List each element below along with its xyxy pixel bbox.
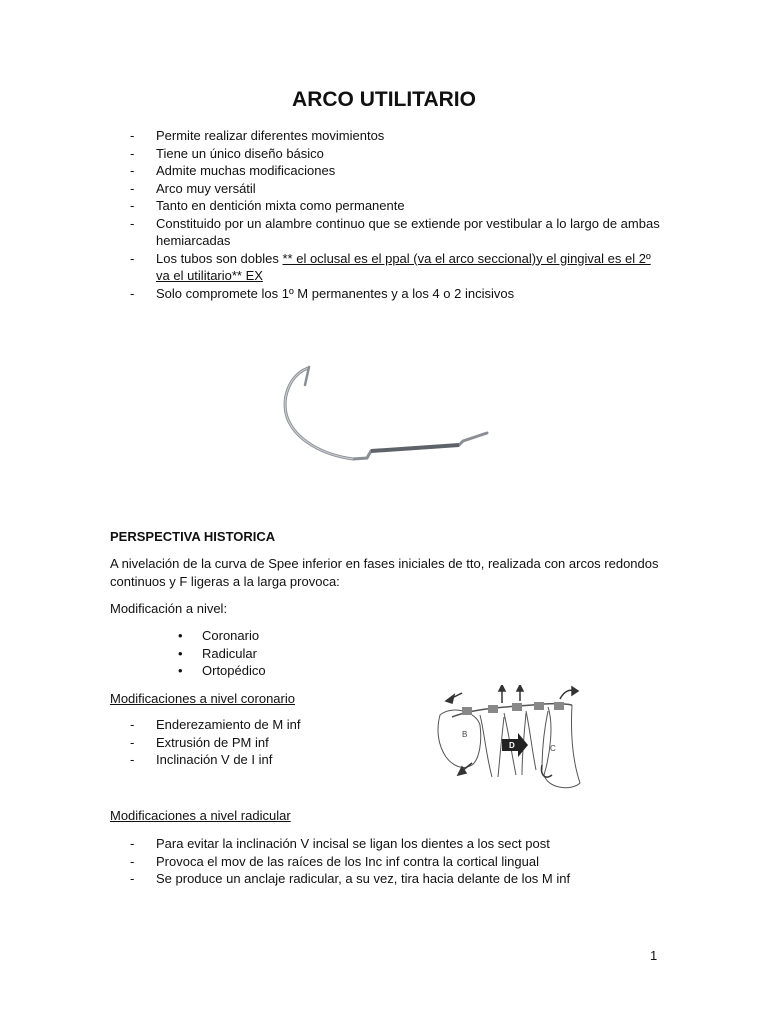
tubes-prefix: Los tubos son dobles — [156, 250, 283, 266]
tubes-underlined: ** el oclusal es el ppal (va el arco seccional)y el gingival es el 2º va el utilitario** EX — [156, 250, 651, 283]
page-title: ARCO UTILITARIO — [292, 88, 476, 111]
teeth-movement-diagram — [432, 685, 587, 800]
figure-label-c: C — [550, 744, 556, 753]
coronario-list — [130, 716, 430, 769]
section-heading-radicular: Modificaciones a nivel radicular — [110, 808, 291, 823]
list-item: • Coronario — [178, 627, 266, 645]
figure-label-b: B — [462, 730, 468, 739]
list-item: - Solo compromete los 1º M permanentes y a los 4 o 2 incisivos — [130, 285, 660, 303]
list-item: - Provoca el mov de las raíces de los Inc inf contra la cortical lingual — [130, 853, 660, 871]
list-item: - Se produce un anclaje radicular, a su vez, tira hacia delante de los M inf — [130, 870, 660, 888]
section-heading-perspectiva: PERSPECTIVA HISTORICA — [110, 529, 276, 544]
list-item: - Enderezamiento de M inf — [130, 716, 430, 734]
list-item: • Radicular — [178, 645, 266, 663]
utility-arch-wire-image — [275, 355, 495, 470]
list-item: - Tiene un único diseño básico — [130, 145, 660, 163]
page-number: 1 — [650, 948, 658, 963]
list-item-tubes — [130, 250, 660, 285]
list-item: - Constituido por un alambre continuo que se extiende por vestibular a lo largo de ambas hemiarcadas — [130, 215, 660, 250]
section-heading-coronario: Modificaciones a nivel coronario — [110, 691, 295, 706]
intro-list — [130, 127, 660, 302]
list-item: - Inclinación V de I inf — [130, 751, 430, 769]
list-item: - Extrusión de PM inf — [130, 734, 430, 752]
mod-label: Modificación a nivel: — [110, 601, 228, 616]
list-item: - Tanto en dentición mixta como permanente — [130, 197, 660, 215]
levels-list — [178, 627, 266, 680]
list-item: - Admite muchas modificaciones — [130, 162, 660, 180]
list-item: - Permite realizar diferentes movimientos — [130, 127, 660, 145]
perspectiva-paragraph: A nivelación de la curva de Spee inferior en fases iniciales de tto, realizada con arcos redondos continuos y F ligeras a la larga provoca: — [110, 556, 659, 589]
figure-label-d: D — [509, 741, 515, 750]
list-item: • Ortopédico — [178, 662, 266, 680]
list-item: - Arco muy versátil — [130, 180, 660, 198]
radicular-list — [130, 835, 660, 888]
list-item: - Para evitar la inclinación V incisal se ligan los dientes a los sect post — [130, 835, 660, 853]
